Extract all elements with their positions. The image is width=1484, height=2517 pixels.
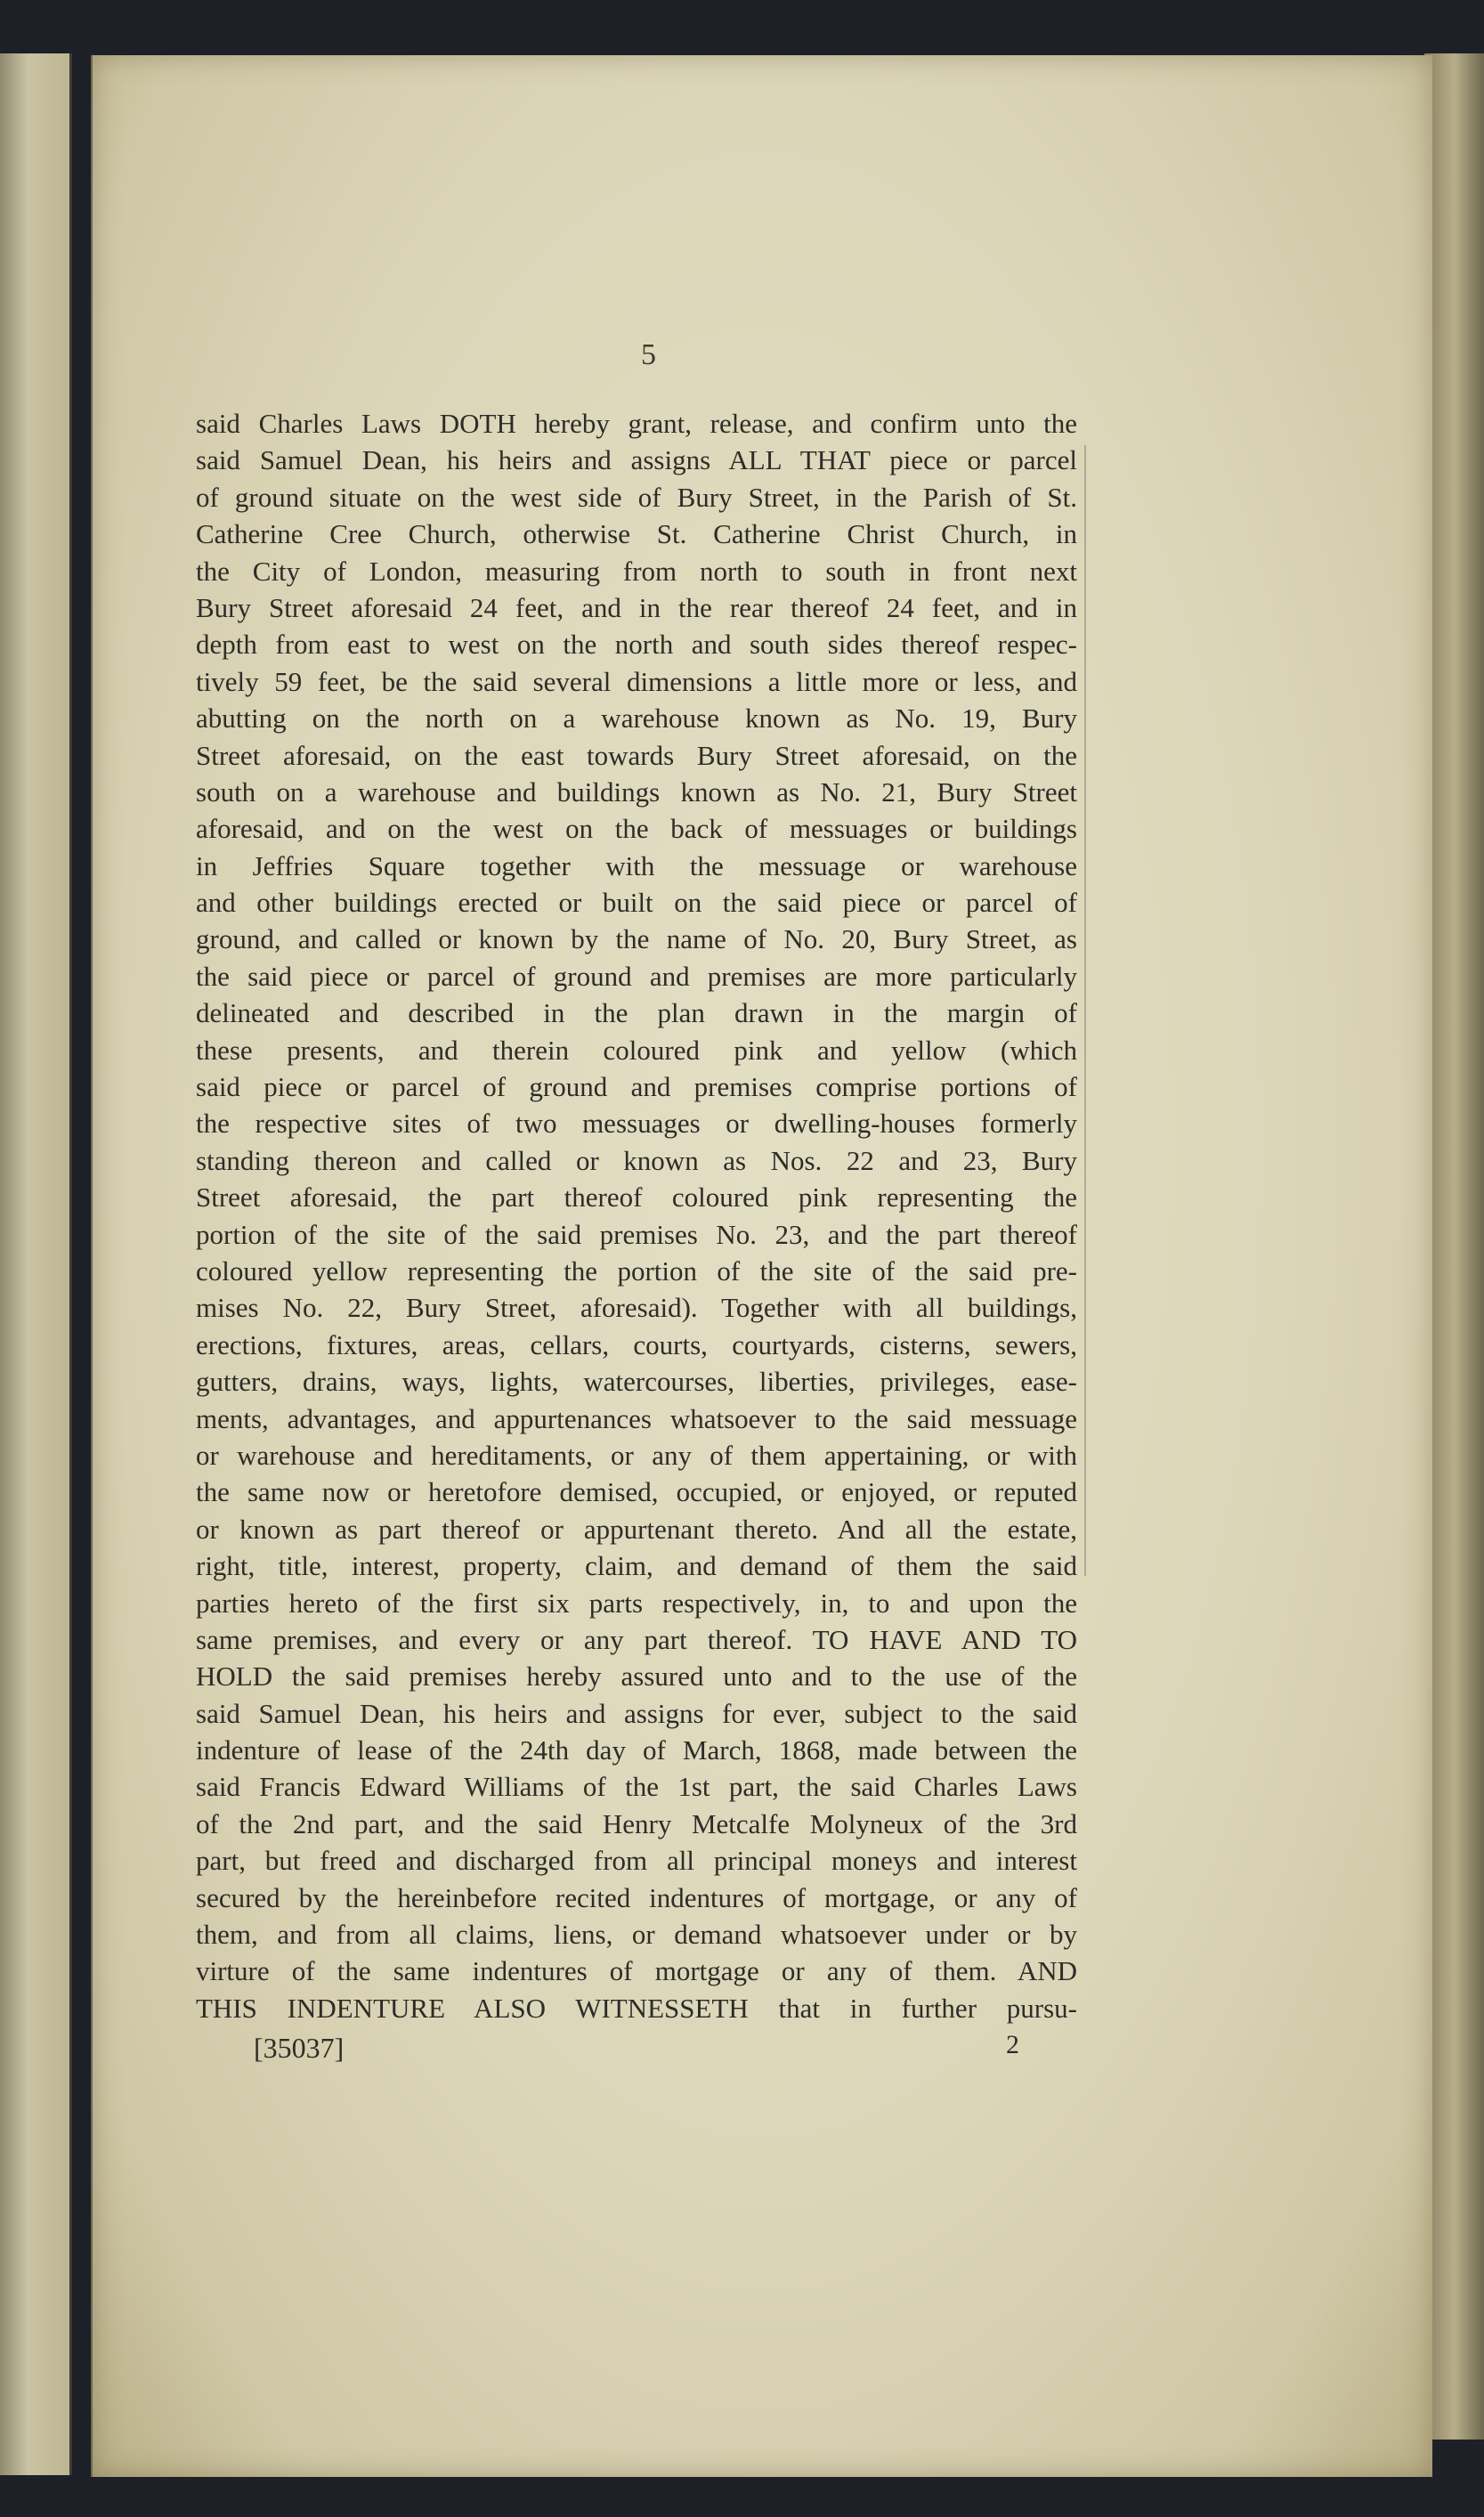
text-line: abutting on the north on a warehouse known as No. 19, Bury xyxy=(196,702,1077,735)
text-line: erections, fixtures, areas, cellars, courts, courtyards, cisterns, sewers, xyxy=(196,1328,1077,1360)
text-line: aforesaid, and on the west on the back of messuages or buildings xyxy=(196,813,1077,845)
text-line: indenture of lease of the 24th day of March, 1868, made between the xyxy=(196,1734,1077,1766)
text-line: said Charles Laws DOTH hereby grant, release, and confirm unto the xyxy=(196,408,1077,439)
text-line: in Jeffries Square together with the messuage or warehouse xyxy=(196,849,1077,881)
text-line: delineated and described in the plan drawn in the margin of xyxy=(196,997,1077,1029)
text-line: the said piece or parcel of ground and premises are more particularly xyxy=(196,960,1077,992)
page-number: 5 xyxy=(641,338,656,371)
text-line: these presents, and therein coloured pink and yellow (which xyxy=(196,1034,1077,1066)
text-line: them, and from all claims, liens, or demand whatsoever under or by xyxy=(196,1919,1077,1951)
margin-rule xyxy=(1084,445,1086,1576)
text-line: gutters, drains, ways, lights, watercourses, liberties, privileges, ease- xyxy=(196,1366,1077,1398)
facing-page-edge xyxy=(0,53,72,2475)
sheet-number: 2 xyxy=(1006,2030,1019,2059)
text-line: the same now or heretofore demised, occupied, or enjoyed, or reputed xyxy=(196,1476,1077,1508)
text-line: Street aforesaid, on the east towards Bury Street aforesaid, on the xyxy=(196,739,1077,771)
text-line: ground, and called or known by the name of No. 20, Bury Street, as xyxy=(196,923,1077,955)
text-line: THIS INDENTURE ALSO WITNESSETH that in further pursu- xyxy=(196,1992,1077,2024)
body-text xyxy=(196,405,1077,2026)
text-line: said Francis Edward Williams of the 1st part, the said Charles Laws xyxy=(196,1771,1077,1803)
text-line: or known as part thereof or appurtenant thereto. And all the estate, xyxy=(196,1513,1077,1545)
text-line: the respective sites of two messuages or dwelling-houses formerly xyxy=(196,1108,1077,1140)
text-line: mises No. 22, Bury Street, aforesaid). Together with all buildings, xyxy=(196,1292,1077,1324)
page-stack-edge xyxy=(1424,53,1484,2440)
signature-mark: [35037] xyxy=(254,2032,345,2064)
text-line: or warehouse and hereditaments, or any of them appertaining, or with xyxy=(196,1439,1077,1471)
text-line: ments, advantages, and appurtenances whatsoever to the said messuage xyxy=(196,1402,1077,1434)
text-line: same premises, and every or any part thereof. TO HAVE AND TO xyxy=(196,1623,1077,1655)
text-line: and other buildings erected or built on the said piece or parcel of xyxy=(196,887,1077,919)
text-line: Catherine Cree Church, otherwise St. Catherine Christ Church, in xyxy=(196,518,1077,550)
text-line: right, title, interest, property, claim, and demand of them the said xyxy=(196,1550,1077,1582)
text-line: depth from east to west on the north and south sides thereof respec- xyxy=(196,629,1077,661)
text-line: part, but freed and discharged from all principal moneys and interest xyxy=(196,1845,1077,1877)
text-line: Street aforesaid, the part thereof coloured pink representing the xyxy=(196,1181,1077,1214)
text-line: secured by the hereinbefore recited indentures of mortgage, or any of xyxy=(196,1881,1077,1913)
text-line: tively 59 feet, be the said several dimensions a little more or less, and xyxy=(196,665,1077,697)
text-line: Bury Street aforesaid 24 feet, and in the rear thereof 24 feet, and in xyxy=(196,591,1077,623)
text-line: said Samuel Dean, his heirs and assigns ALL THAT piece or parcel xyxy=(196,444,1077,476)
text-line: virture of the same indentures of mortgage or any of them. AND xyxy=(196,1955,1077,1987)
text-line: of the 2nd part, and the said Henry Metcalfe Molyneux of the 3rd xyxy=(196,1807,1077,1839)
text-line: coloured yellow representing the portion of the site of the said pre- xyxy=(196,1254,1077,1287)
text-line: parties hereto of the first six parts respectively, in, to and upon the xyxy=(196,1587,1077,1619)
text-line: south on a warehouse and buildings known as No. 21, Bury Street xyxy=(196,775,1077,808)
text-line: said piece or parcel of ground and premises comprise portions of xyxy=(196,1071,1077,1103)
text-line: standing thereon and called or known as Nos. 22 and 23, Bury xyxy=(196,1144,1077,1176)
text-line: the City of London, measuring from north to south in front next xyxy=(196,555,1077,587)
text-line: said Samuel Dean, his heirs and assigns for ever, subject to the said xyxy=(196,1697,1077,1729)
text-line: HOLD the said premises hereby assured unto and to the use of the xyxy=(196,1660,1077,1693)
text-line: of ground situate on the west side of Bury Street, in the Parish of St. xyxy=(196,481,1077,513)
text-line: portion of the site of the said premises No. 23, and the part thereof xyxy=(196,1218,1077,1250)
